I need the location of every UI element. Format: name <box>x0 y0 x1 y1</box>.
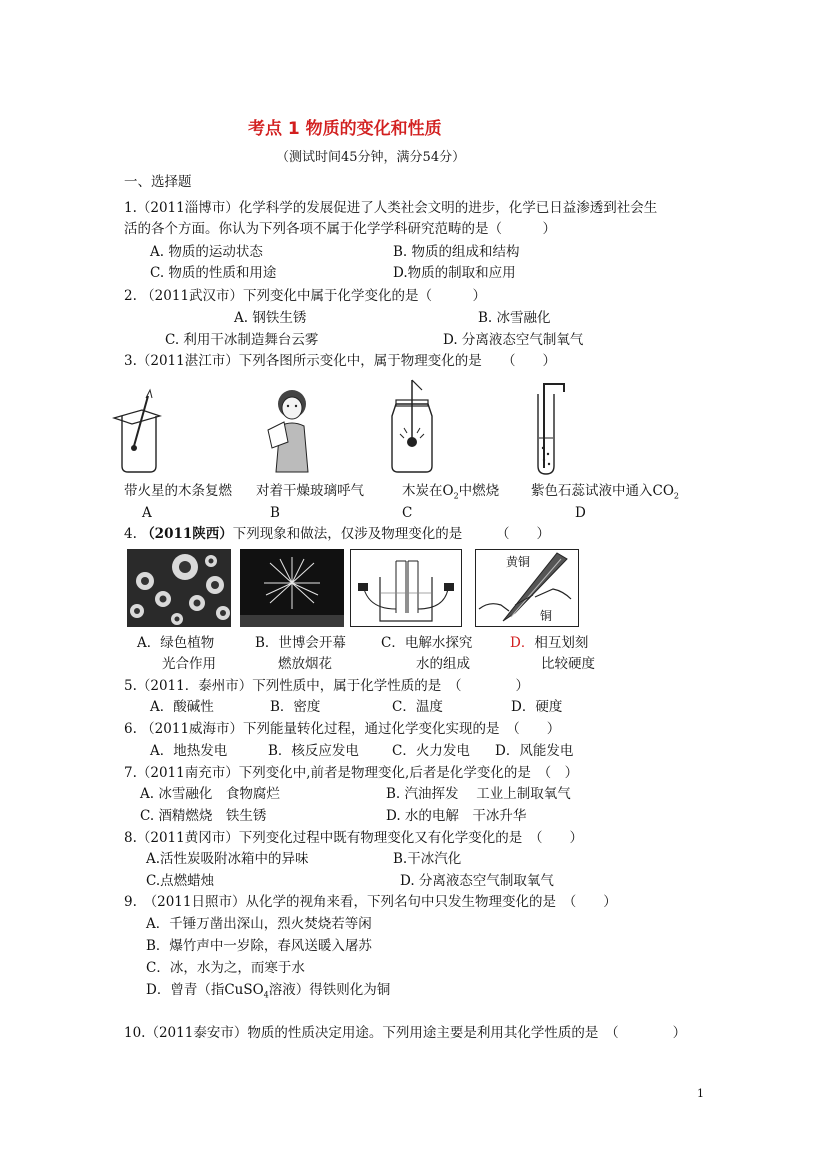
q8-option-c: C.点燃蜡烛 <box>146 873 215 889</box>
q1-option-b: B. 物质的组成和结构 <box>393 244 520 260</box>
q8-option-a: A.活性炭吸附冰箱中的异味 <box>146 851 309 867</box>
section-heading: 一、选择题 <box>124 174 192 190</box>
q3-caption-a: 带火星的木条复燃 <box>124 483 232 499</box>
q7-option-d: D. 水的电解 干冰升华 <box>386 808 527 824</box>
q7-option-b: B. 汽油挥发 工业上制取氧气 <box>386 786 571 802</box>
q2-option-b: B. 冰雪融化 <box>478 310 551 326</box>
test-tube-figure <box>530 378 570 476</box>
q6-option-a: A．地热发电 <box>150 743 228 759</box>
electrolysis-figure <box>350 549 462 627</box>
q1-option-d: D.物质的制取和应用 <box>393 265 516 281</box>
q1-stem-line1: 1.（2011淄博市）化学科学的发展促进了人类社会文明的进步，化学已日益渗透到社会生 <box>124 200 658 216</box>
q9-option-b: B．爆竹声中一岁除，春风送暖入屠苏 <box>146 938 372 954</box>
page-number: 1 <box>697 1087 704 1100</box>
q4-option-d-line2: 比较硬度 <box>541 656 595 672</box>
q4-stem: 4. （2011陕西）下列现象和做法，仅涉及物理变化的是 （ ） <box>124 526 551 542</box>
q6-option-b: B．核反应发电 <box>268 743 359 759</box>
q9-option-a: A．千锤万凿出深山，烈火焚烧若等闲 <box>146 916 372 932</box>
brass-label: 黄铜 <box>506 555 531 569</box>
q5-option-c: C．温度 <box>392 699 443 715</box>
q1-option-c: C. 物质的性质和用途 <box>150 265 277 281</box>
q4-option-a-line1: A．绿色植物 <box>137 635 215 651</box>
q8-stem: 8.（2011黄冈市）下列变化过程中既有物理变化又有化学变化的是 （ ） <box>124 830 583 846</box>
q3-caption-b: 对着干燥玻璃呼气 <box>256 483 364 499</box>
q5-stem: 5.（2011．泰州市）下列性质中，属于化学性质的是 （ ） <box>124 678 529 694</box>
q9-stem: 9. （2011日照市）从化学的视角来看，下列名句中只发生物理变化的是 （ ） <box>124 894 617 910</box>
jar-splint-figure <box>112 388 162 474</box>
q7-option-c: C. 酒精燃烧 铁生锈 <box>140 808 267 824</box>
page-title: 考点 1 物质的变化和性质 <box>248 119 442 139</box>
q10-stem: 10.（2011泰安市）物质的性质决定用途。下列用途主要是利用其化学性质的是 （ ） <box>124 1025 687 1041</box>
q3-label-d: D <box>575 505 586 521</box>
q5-option-b: B．密度 <box>270 699 321 715</box>
q9-option-c: C．冰，水为之，而寒于水 <box>146 960 305 976</box>
q2-option-c: C. 利用干冰制造舞台云雾 <box>165 332 319 348</box>
q4-option-c-line2: 水的组成 <box>416 656 470 672</box>
q5-option-d: D．硬度 <box>511 699 563 715</box>
q7-option-a: A. 冰雪融化 食物腐烂 <box>140 786 280 802</box>
charcoal-burning-figure <box>382 376 440 476</box>
q5-option-a: A．酸碱性 <box>150 699 214 715</box>
fireworks-photo <box>240 549 344 627</box>
test-info: （测试时间45分钟，满分54分） <box>276 150 466 165</box>
q4-option-d-line1: D．相互划刻 <box>510 635 589 651</box>
q4-option-a-line2: 光合作用 <box>162 656 216 672</box>
q7-stem: 7.（2011南充市）下列变化中,前者是物理变化,后者是化学变化的是 （ ） <box>124 765 579 781</box>
q3-label-a: A <box>142 505 152 521</box>
q2-option-a: A. 钢铁生锈 <box>234 310 307 326</box>
q3-label-b: B <box>270 505 280 521</box>
q1-option-a: A. 物质的运动状态 <box>150 244 263 260</box>
q8-option-d: D. 分离液态空气制取氧气 <box>400 873 554 889</box>
q4-option-c-line1: C．电解水探究 <box>381 635 473 651</box>
q8-option-b: B.干冰汽化 <box>393 851 462 867</box>
q3-caption-c: 木炭在$O_2$中燃烧 <box>402 483 500 501</box>
q9-option-d: D．曾青（指CuSO$_4$溶液）得铁则化为铜 <box>146 982 391 1000</box>
q2-stem: 2. （2011武汉市）下列变化中属于化学变化的是（ ） <box>124 288 487 304</box>
q6-option-d: D．风能发电 <box>495 743 574 759</box>
sunflower-photo <box>127 549 231 627</box>
girl-breathing-figure <box>262 386 322 476</box>
q1-stem-line2: 活的各个方面。你认为下列各项不属于化学学科研究范畴的是（ ） <box>124 221 556 237</box>
q2-option-d: D. 分离液态空气制氧气 <box>443 332 584 348</box>
copper-label: 铜 <box>540 609 553 623</box>
q3-stem: 3.（2011湛江市）下列各图所示变化中，属于物理变化的是 （ ） <box>124 353 556 369</box>
q6-stem: 6. （2011威海市）下列能量转化过程，通过化学变化实现的是 （ ） <box>124 721 561 737</box>
q3-label-c: C <box>402 505 413 521</box>
q3-caption-d: 紫色石蕊试液中通入$CO_2$ <box>531 483 679 501</box>
q4-option-b-line1: B．世博会开幕 <box>255 635 346 651</box>
q4-option-b-line2: 燃放烟花 <box>278 656 332 672</box>
q6-option-c: C．火力发电 <box>392 743 470 759</box>
